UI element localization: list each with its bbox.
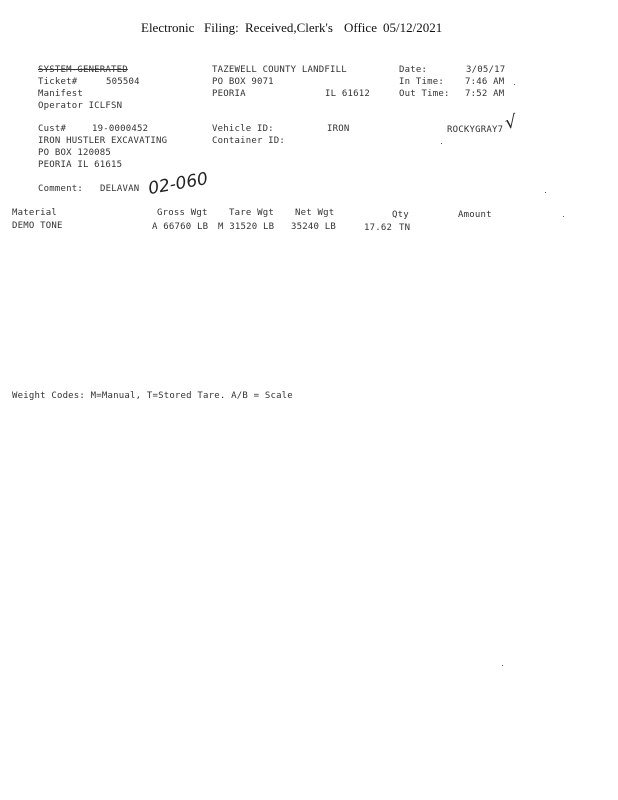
- row-unit: TN: [399, 223, 411, 233]
- row-material: DEMO TONE: [12, 221, 63, 231]
- comment-label: Comment:: [38, 184, 83, 194]
- handwritten-checkmark: √: [503, 111, 518, 134]
- out-time-label: Out Time:: [399, 89, 450, 99]
- weight-codes-note: Weight Codes: M=Manual, T=Stored Tare. A/B = Scale: [12, 391, 293, 401]
- ticket-label: Ticket#: [38, 77, 78, 87]
- operator-line: Operator ICLFSN: [38, 101, 123, 111]
- in-time-label: In Time:: [399, 77, 444, 87]
- filing-stamp-header: [0, 20, 618, 38]
- cust-name: IRON HUSTLER EXCAVATING: [38, 136, 168, 146]
- row-net: 35240 LB: [291, 222, 336, 232]
- scan-speck: [563, 216, 564, 217]
- col-header-qty: Qty: [392, 210, 409, 220]
- system-generated-label: SYSTEM-GENERATED: [38, 65, 128, 75]
- out-time-value: 7:52 AM: [465, 89, 505, 99]
- in-time-value: 7:46 AM: [465, 77, 505, 87]
- facility-name: TAZEWELL COUNTY LANDFILL: [212, 65, 347, 75]
- comment-value: DELAVAN: [100, 184, 140, 194]
- row-gross: A 66760 LB: [152, 222, 209, 232]
- cust-label: Cust#: [38, 124, 67, 134]
- scan-speck: [545, 192, 546, 193]
- container-label: Container ID:: [212, 136, 286, 146]
- filing-received: Received,Clerk's: [245, 20, 333, 35]
- vehicle-value: IRON: [327, 124, 350, 134]
- ticket-number: 505504: [106, 77, 140, 87]
- col-header-net: Net Wgt: [295, 208, 335, 218]
- date-value: 3/05/17: [466, 65, 506, 75]
- facility-city: PEORIA: [212, 89, 246, 99]
- cust-number: 19-0000452: [92, 124, 149, 134]
- manifest-label: Manifest: [38, 89, 83, 99]
- col-header-amount: Amount: [458, 210, 492, 220]
- cust-box: PO BOX 120085: [38, 148, 112, 158]
- col-header-tare: Tare Wgt: [229, 208, 274, 218]
- date-label: Date:: [399, 65, 428, 75]
- row-qty: 17.62: [364, 223, 393, 233]
- facility-state-zip: IL 61612: [325, 89, 370, 99]
- filing-office: Office: [344, 20, 377, 35]
- row-tare: M 31520 LB: [218, 222, 275, 232]
- col-header-gross: Gross Wgt: [157, 208, 208, 218]
- handwritten-code: 02-060: [146, 168, 210, 200]
- col-header-material: Material: [12, 208, 57, 218]
- filing-label: Filing:: [204, 20, 239, 35]
- scan-speck: [514, 84, 515, 85]
- filing-date: 05/12/2021: [383, 20, 443, 35]
- scan-speck: [502, 665, 503, 666]
- driver-name: ROCKYGRAY7: [447, 125, 504, 135]
- filing-electronic: Electronic: [141, 20, 195, 35]
- facility-box: PO BOX 9071: [212, 77, 274, 87]
- cust-city: PEORIA IL 61615: [38, 160, 123, 170]
- scan-speck: [441, 143, 442, 144]
- vehicle-label: Vehicle ID:: [212, 124, 274, 134]
